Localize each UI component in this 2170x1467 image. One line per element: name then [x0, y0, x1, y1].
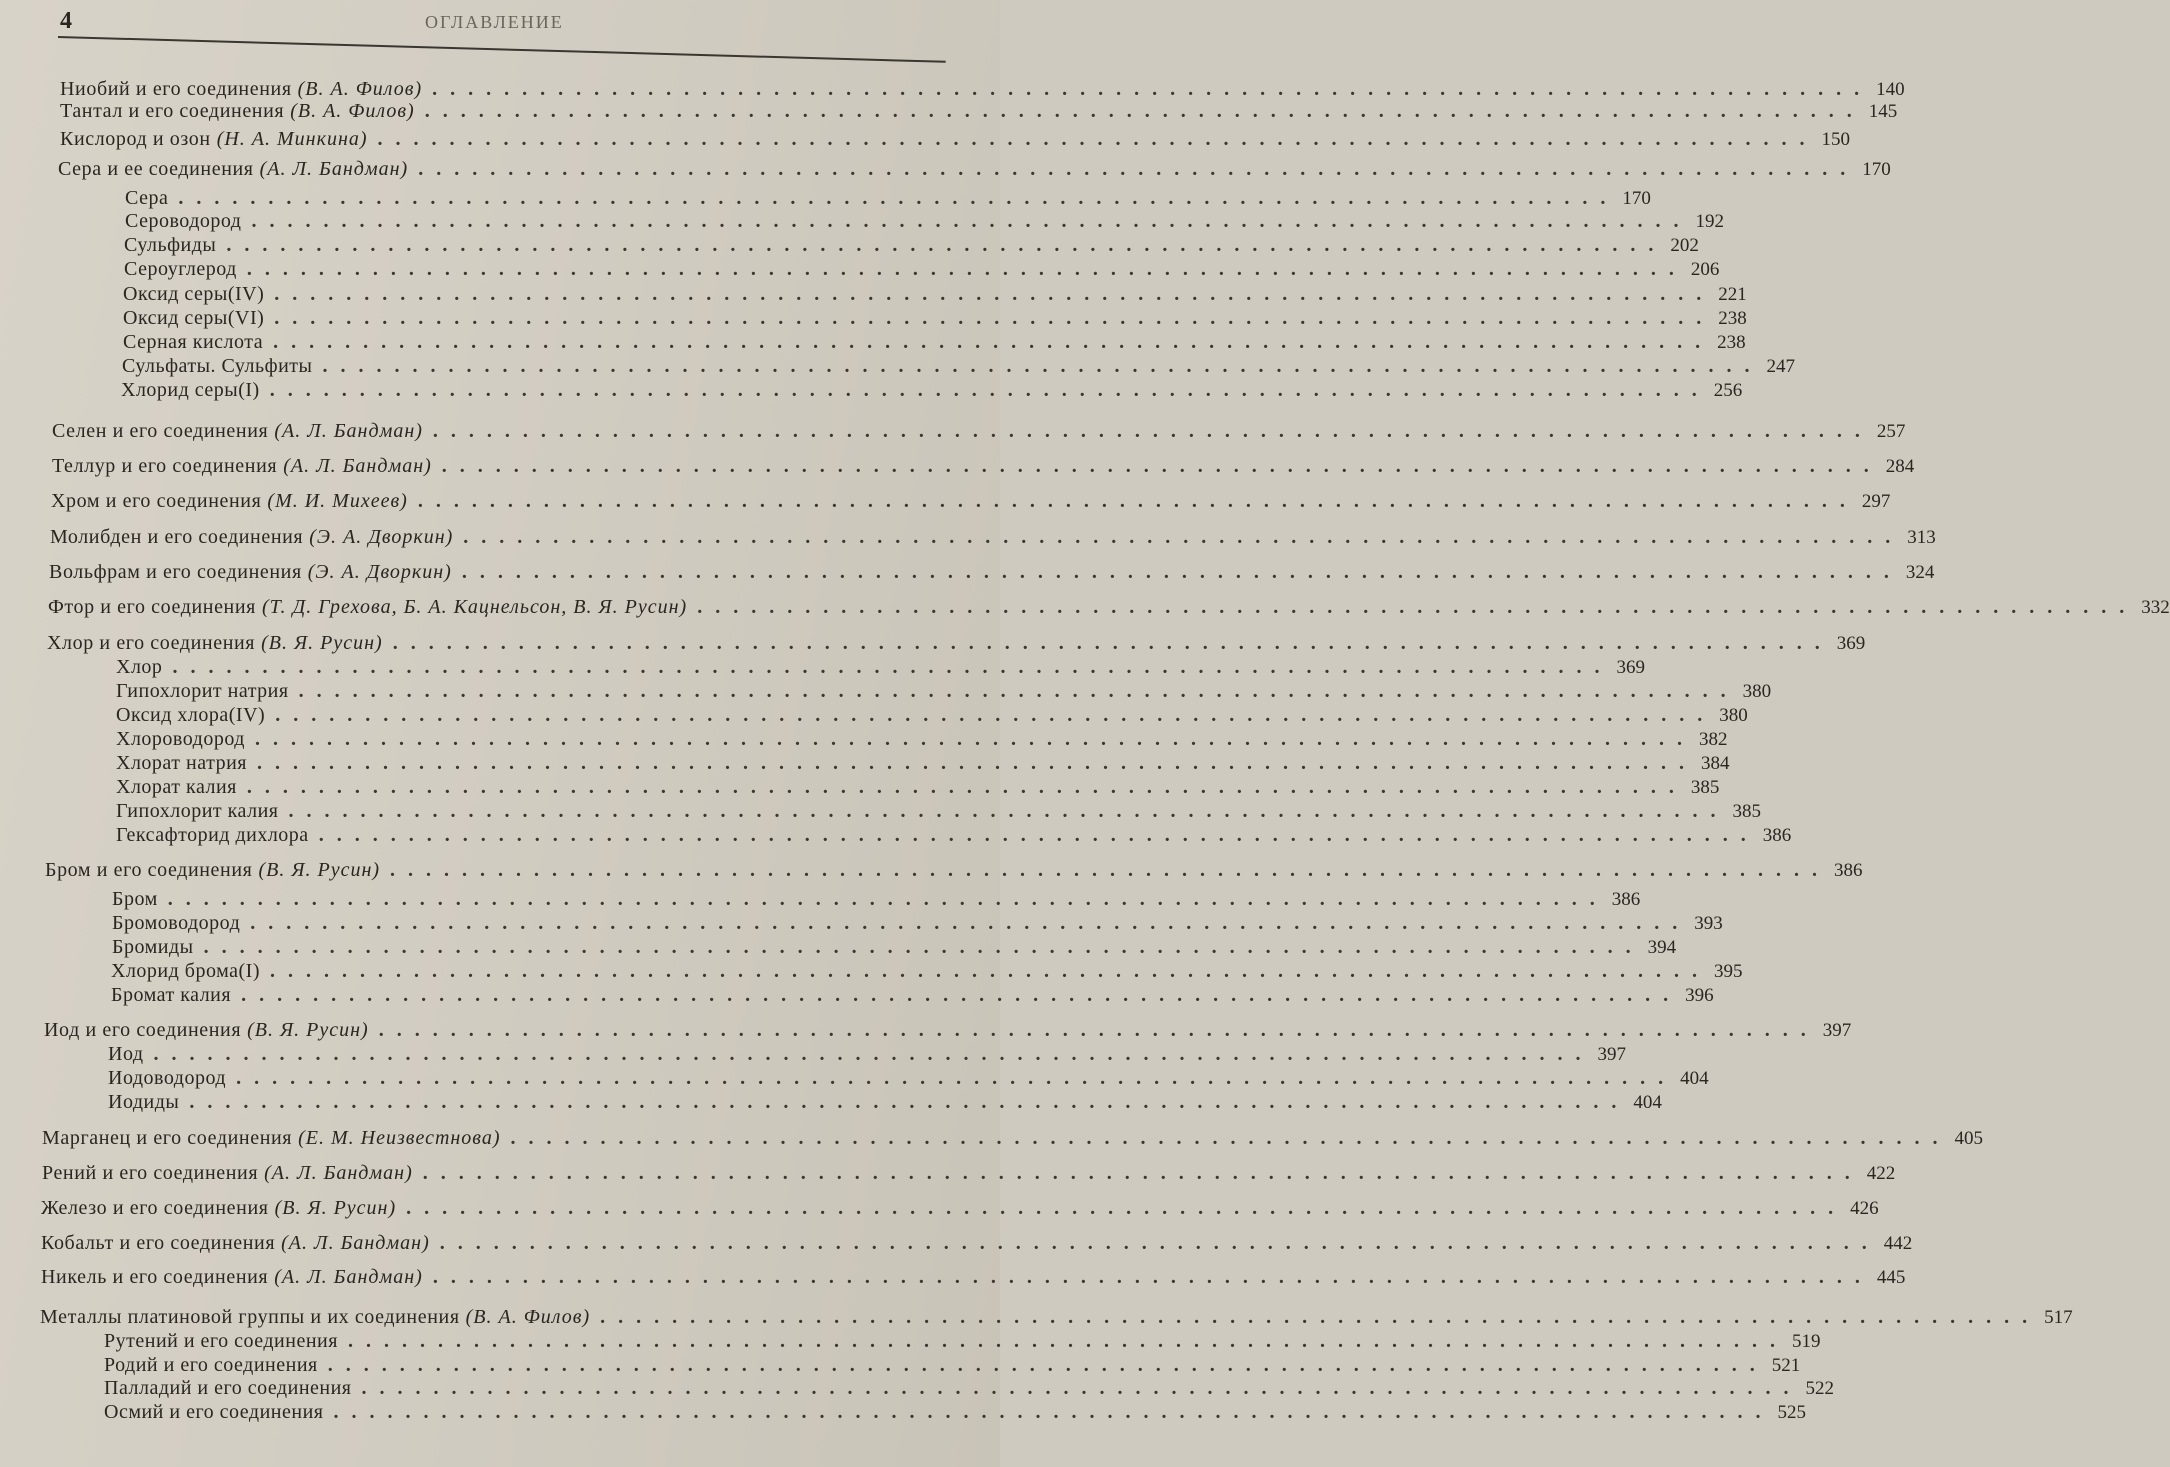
entry-title: Рений и его соединения	[42, 1162, 259, 1184]
entry-title: Бромат калия	[111, 984, 232, 1006]
toc-subentry	[125, 210, 1724, 234]
entry-title: Сера и ее соединения	[58, 158, 254, 180]
entry-page-number: 369	[1616, 657, 1645, 678]
entry-page-number: 386	[1611, 889, 1641, 910]
entry-page-number: 238	[1717, 332, 1746, 353]
entry-page-number: 395	[1713, 961, 1743, 982]
entry-page-number: 445	[1876, 1267, 1906, 1288]
dot-leader: ................................................................................	[254, 728, 1695, 750]
toc-subentry	[116, 680, 1772, 704]
toc-subentry	[116, 800, 1761, 824]
dot-leader: ................................................................................	[510, 1127, 1951, 1149]
entry-title: Бром	[112, 888, 158, 910]
dot-leader: ................................................................................	[392, 632, 1833, 654]
dot-leader: ................................................................................	[441, 455, 1882, 477]
entry-page-number: 380	[1719, 705, 1748, 726]
toc-entry	[52, 420, 1906, 444]
toc-subentry	[123, 283, 1747, 307]
entry-page-number: 170	[1622, 188, 1651, 209]
toc-entry	[42, 1127, 1984, 1151]
toc-entry	[60, 100, 1898, 124]
toc-entry	[60, 78, 1905, 102]
entry-page-number: 405	[1954, 1128, 1984, 1149]
entry-author: (В. Я. Русин)	[252, 859, 381, 881]
entry-title: Иод и его соединения	[44, 1019, 242, 1041]
dot-leader: ................................................................................	[327, 1354, 1768, 1376]
toc-entry	[45, 859, 1863, 883]
toc-entry	[50, 526, 1936, 550]
entry-title: Гипохлорит калия	[116, 800, 279, 822]
entry-title: Кислород и озон	[60, 128, 211, 150]
toc-subentry	[116, 752, 1730, 776]
entry-title: Никель и его соединения	[41, 1266, 269, 1288]
toc-subentry	[124, 234, 1699, 258]
entry-author: (Е. М. Неизвестнова)	[292, 1127, 501, 1149]
entry-page-number: 221	[1718, 284, 1747, 305]
entry-title: Оксид серы(IV)	[123, 283, 265, 305]
dot-leader: ................................................................................	[269, 379, 1710, 401]
entry-author: (В. Я. Русин)	[241, 1019, 369, 1041]
entry-author: (В. Я. Русин)	[255, 632, 383, 654]
dot-leader: ................................................................................	[178, 187, 1619, 209]
entry-page-number: 519	[1791, 1331, 1821, 1352]
entry-title: Сульфиды	[124, 234, 217, 256]
entry-page-number: 380	[1742, 681, 1772, 702]
entry-page-number: 386	[1834, 860, 1863, 881]
entry-author: (В. А. Филов)	[284, 100, 415, 122]
dot-leader: ................................................................................	[422, 1162, 1863, 1184]
entry-title: Хлорид брома(I)	[111, 960, 260, 982]
entry-page-number: 256	[1713, 380, 1743, 401]
dot-leader: ................................................................................	[288, 800, 1729, 822]
entry-title: Осмий и его соединения	[104, 1401, 324, 1423]
dot-leader: ................................................................................	[189, 1091, 1630, 1113]
dot-leader: ................................................................................	[333, 1401, 1774, 1423]
dot-leader: ................................................................................	[226, 234, 1667, 256]
entry-author: (М. И. Михеев)	[261, 490, 408, 512]
entry-title: Фтор и его соединения	[48, 596, 256, 618]
dot-leader: ................................................................................	[274, 283, 1715, 305]
dot-leader: ................................................................................	[250, 912, 1691, 934]
entry-title: Иод	[108, 1043, 144, 1065]
dot-leader: ................................................................................	[347, 1330, 1788, 1352]
entry-page-number: 369	[1836, 633, 1866, 654]
toc-entry	[49, 561, 1935, 585]
dot-leader: ................................................................................	[273, 331, 1714, 353]
entry-page-number: 394	[1647, 937, 1677, 958]
entry-title: Хлор	[116, 656, 163, 678]
dot-leader: ................................................................................	[246, 258, 1687, 280]
entry-title: Родий и его соединения	[104, 1354, 318, 1376]
toc-subentry	[108, 1043, 1627, 1067]
entry-page-number: 525	[1777, 1402, 1806, 1423]
entry-page-number: 517	[2044, 1307, 2073, 1328]
toc-subentry	[108, 1091, 1662, 1115]
dot-leader: ................................................................................	[269, 960, 1710, 982]
dot-leader: ................................................................................	[203, 936, 1644, 958]
entry-author: (Н. А. Минкина)	[210, 128, 368, 150]
toc-subentry	[123, 331, 1746, 355]
entry-title: Иодоводород	[108, 1067, 227, 1089]
entry-author: (А. Л. Бандман)	[277, 455, 432, 477]
entry-page-number: 385	[1732, 801, 1761, 822]
dot-leader: ................................................................................	[390, 859, 1831, 881]
toc-entry	[40, 1306, 2073, 1330]
entry-title: Кобальт и его соединения	[41, 1232, 276, 1254]
entry-page-number: 324	[1905, 562, 1935, 583]
entry-page-number: 257	[1876, 421, 1906, 442]
toc-subentry	[104, 1354, 1801, 1378]
entry-title: Иодиды	[108, 1091, 180, 1113]
dot-leader: ................................................................................	[417, 490, 1858, 512]
toc-subentry	[104, 1401, 1806, 1425]
dot-leader: ................................................................................	[432, 78, 1873, 100]
entry-page-number: 384	[1700, 753, 1730, 774]
entry-page-number: 206	[1690, 259, 1720, 280]
entry-title: Хлорат калия	[116, 776, 237, 798]
entry-title: Металлы платиновой группы и их соединения	[40, 1306, 460, 1328]
toc-subentry	[108, 1067, 1709, 1091]
dot-leader: ................................................................................	[172, 656, 1613, 678]
entry-page-number: 145	[1868, 101, 1898, 122]
toc-entry	[41, 1266, 1906, 1290]
toc-subentry	[116, 704, 1748, 728]
dot-leader: ................................................................................	[322, 355, 1763, 377]
toc-subentry	[112, 936, 1677, 960]
entry-author: (А. Л. Бандман)	[258, 1162, 413, 1184]
entry-title: Сероуглерод	[124, 258, 237, 280]
entry-title: Сульфаты. Сульфиты	[122, 355, 313, 377]
toc-subentry	[121, 379, 1743, 403]
entry-title: Рутений и его соединения	[104, 1330, 338, 1352]
entry-page-number: 404	[1680, 1068, 1709, 1089]
dot-leader: ................................................................................	[167, 888, 1608, 910]
entry-title: Хлор и его соединения	[47, 632, 256, 654]
dot-leader: ................................................................................	[432, 1266, 1873, 1288]
dot-leader: ................................................................................	[298, 680, 1739, 702]
entry-title: Железо и его соединения	[41, 1197, 269, 1219]
entry-page-number: 247	[1766, 356, 1795, 377]
dot-leader: ................................................................................	[424, 100, 1865, 122]
dot-leader: ................................................................................	[418, 158, 1859, 180]
toc-entry	[60, 128, 1851, 152]
entry-title: Гипохлорит натрия	[116, 680, 289, 702]
dot-leader: ................................................................................	[275, 704, 1716, 726]
entry-title: Серная кислота	[123, 331, 264, 353]
entry-title: Марганец и его соединения	[42, 1127, 293, 1149]
entry-title: Гексафторид дихлора	[116, 824, 309, 846]
toc-entry	[51, 490, 1891, 514]
entry-title: Молибден и его соединения	[50, 526, 304, 548]
entry-title: Селен и его соединения	[52, 420, 269, 442]
entry-page-number: 297	[1861, 491, 1891, 512]
entry-author: (А. Л. Бандман)	[268, 420, 423, 442]
dot-leader: ................................................................................	[236, 1067, 1677, 1089]
entry-title: Вольфрам и его соединения	[49, 561, 302, 583]
toc-subentry	[112, 888, 1641, 912]
toc-subentry	[104, 1377, 1834, 1401]
entry-author: (Т. Д. Грехова, Б. А. Кацнельсон, В. Я. Русин)	[255, 596, 688, 618]
toc-entry	[48, 596, 2170, 620]
entry-author: (Э. А. Дворкин)	[301, 561, 452, 583]
entry-page-number: 202	[1670, 235, 1699, 256]
entry-page-number: 442	[1883, 1233, 1913, 1254]
entry-page-number: 396	[1685, 985, 1714, 1006]
entry-title: Тантал и его соединения	[60, 100, 285, 122]
entry-author: (А. Л. Бандман)	[275, 1232, 430, 1254]
entry-title: Сероводород	[125, 210, 242, 232]
toc-entry	[42, 1162, 1896, 1186]
entry-page-number: 404	[1633, 1092, 1662, 1113]
entry-title: Бром и его соединения	[45, 859, 253, 881]
entry-page-number: 192	[1695, 211, 1724, 232]
running-title: ОГЛАВЛЕНИЕ	[425, 12, 564, 32]
toc-subentry	[112, 912, 1723, 936]
entry-author: (А. Л. Бандман)	[253, 158, 409, 180]
dot-leader: ................................................................................	[246, 776, 1687, 798]
toc-subentry	[111, 984, 1714, 1008]
entry-page-number: 397	[1597, 1044, 1627, 1065]
toc-entry	[41, 1197, 1879, 1221]
dot-leader: ................................................................................	[251, 210, 1692, 232]
page-number: 4	[60, 8, 72, 34]
entry-page-number: 382	[1698, 729, 1728, 750]
entry-page-number: 150	[1821, 129, 1851, 150]
entry-title: Сера	[125, 187, 169, 209]
entry-author: (А. Л. Бандман)	[268, 1266, 423, 1288]
entry-page-number: 393	[1694, 913, 1723, 934]
dot-leader: ................................................................................	[241, 984, 1682, 1006]
toc-subentry	[125, 187, 1651, 211]
dot-leader: ................................................................................	[256, 752, 1697, 774]
dot-leader: ................................................................................	[274, 307, 1715, 329]
entry-page-number: 397	[1822, 1020, 1852, 1041]
toc-subentry	[124, 258, 1720, 282]
dot-leader: ................................................................................	[378, 1019, 1819, 1041]
dot-leader: ................................................................................	[461, 561, 1902, 583]
dot-leader: ................................................................................	[600, 1306, 2041, 1328]
toc-subentry	[123, 307, 1747, 331]
entry-page-number: 426	[1850, 1198, 1879, 1219]
toc-entry	[58, 158, 1891, 182]
entry-page-number: 170	[1862, 159, 1891, 180]
entry-page-number: 140	[1876, 79, 1905, 100]
toc-entry	[52, 455, 1915, 479]
entry-title: Хлороводород	[116, 728, 245, 750]
toc-entry	[44, 1019, 1852, 1043]
entry-author: (В. Я. Русин)	[268, 1197, 397, 1219]
entry-page-number: 385	[1690, 777, 1720, 798]
entry-author: (Э. А. Дворкин)	[303, 526, 454, 548]
entry-title: Палладий и его соединения	[104, 1377, 352, 1399]
entry-page-number: 386	[1762, 825, 1792, 846]
entry-page-number: 313	[1907, 527, 1936, 548]
toc-subentry	[116, 824, 1792, 848]
entry-title: Ниобий и его соединения	[60, 78, 292, 100]
dot-leader: ................................................................................	[463, 526, 1904, 548]
toc-entry	[41, 1232, 1913, 1256]
toc-subentry	[111, 960, 1743, 984]
entry-title: Хром и его соединения	[51, 490, 262, 512]
toc-subentry	[116, 776, 1720, 800]
entry-page-number: 521	[1771, 1355, 1801, 1376]
entry-title: Оксид серы(VI)	[123, 307, 265, 329]
entry-author: (В. А. Филов)	[459, 1306, 591, 1328]
entry-title: Хлорат натрия	[116, 752, 247, 774]
entry-page-number: 522	[1805, 1378, 1834, 1399]
toc-entry	[47, 632, 1866, 656]
dot-leader: ................................................................................	[377, 128, 1818, 150]
entry-author: (В. А. Филов)	[291, 78, 423, 100]
toc-subentry	[104, 1330, 1821, 1354]
entry-title: Теллур и его соединения	[52, 455, 278, 477]
dot-leader: ................................................................................	[432, 420, 1873, 442]
entry-title: Бромиды	[112, 936, 194, 958]
toc-subentry	[122, 355, 1795, 379]
dot-leader: ................................................................................	[361, 1377, 1802, 1399]
dot-leader: ................................................................................	[318, 824, 1759, 846]
entry-page-number: 422	[1866, 1163, 1896, 1184]
dot-leader: ................................................................................	[406, 1197, 1847, 1219]
dot-leader: ................................................................................	[153, 1043, 1594, 1065]
toc-subentry	[116, 656, 1645, 680]
dot-leader: ................................................................................	[439, 1232, 1880, 1254]
entry-title: Бромоводород	[112, 912, 241, 934]
entry-page-number: 284	[1885, 456, 1915, 477]
entry-title: Хлорид серы(I)	[121, 379, 260, 401]
entry-title: Оксид хлора(IV)	[116, 704, 266, 726]
entry-page-number: 238	[1718, 308, 1747, 329]
toc-subentry	[116, 728, 1728, 752]
dot-leader: ................................................................................	[697, 596, 2138, 618]
entry-page-number: 332	[2141, 597, 2170, 618]
